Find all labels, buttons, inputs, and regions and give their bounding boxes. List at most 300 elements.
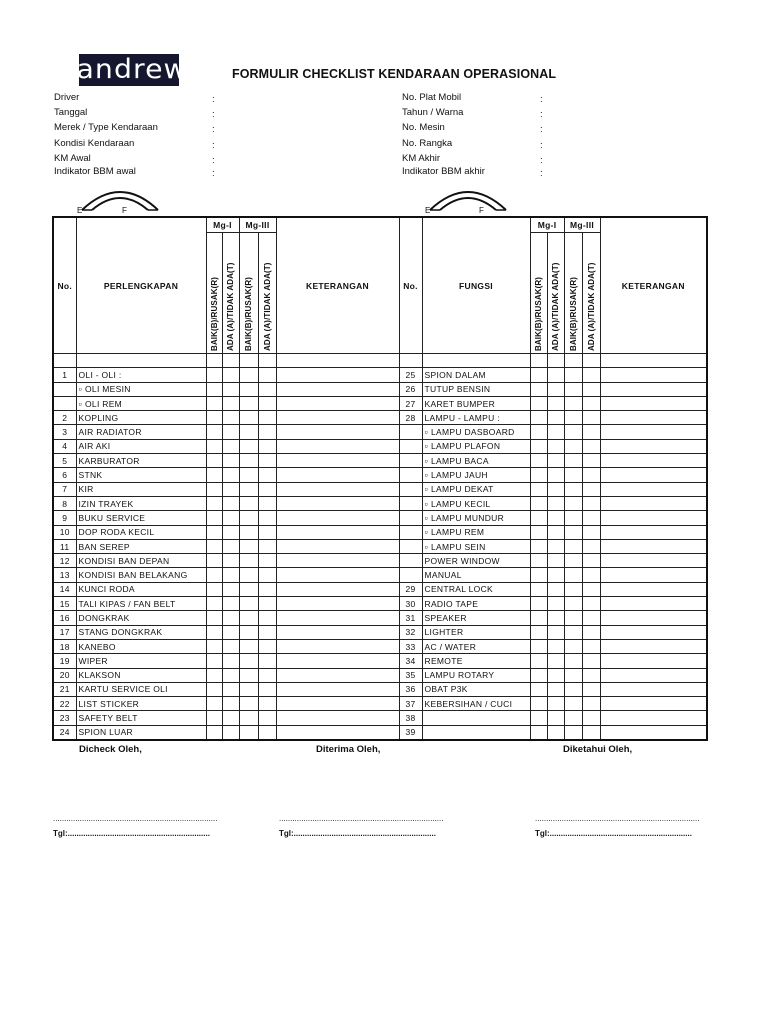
check-cell[interactable] [239,482,258,496]
row-number-left [53,725,76,740]
check-cell[interactable] [547,654,564,668]
keterangan-cell-right[interactable] [600,668,707,682]
check-cell[interactable] [258,511,276,525]
keterangan-cell-right[interactable] [600,525,707,539]
table-row [53,439,707,453]
keterangan-cell-right[interactable] [600,454,707,468]
check-cell[interactable] [239,582,258,596]
check-cell[interactable] [258,539,276,553]
check-cell[interactable] [582,425,600,439]
keterangan-cell-right[interactable] [600,539,707,553]
check-cell[interactable] [206,411,222,425]
check-cell[interactable] [258,554,276,568]
check-cell[interactable] [582,654,600,668]
check-cell[interactable] [582,411,600,425]
check-cell[interactable] [239,625,258,639]
check-cell[interactable] [206,539,222,553]
keterangan-cell-left[interactable] [276,554,399,568]
check-cell[interactable] [530,625,547,639]
check-cell[interactable] [206,711,222,725]
check-cell[interactable] [530,597,547,611]
check-cell[interactable] [222,368,239,382]
row-number-right [399,611,422,625]
check-cell[interactable] [547,582,564,596]
check-cell[interactable] [222,382,239,396]
check-cell[interactable] [564,439,582,453]
row-number-left [53,496,76,510]
signature-line[interactable]: .......................................................................... [535,814,700,823]
keterangan-cell-right[interactable] [600,697,707,711]
signature-line[interactable]: .......................................................................... [279,814,444,823]
row-number-right [399,554,422,568]
check-cell[interactable] [206,396,222,410]
check-cell[interactable] [239,611,258,625]
keterangan-cell-right[interactable] [600,711,707,725]
keterangan-cell-left[interactable] [276,697,399,711]
check-cell[interactable] [530,468,547,482]
check-cell[interactable] [530,368,547,382]
check-cell[interactable] [582,697,600,711]
item-fungsi [422,625,530,639]
keterangan-cell-right[interactable] [600,639,707,653]
check-cell[interactable] [564,496,582,510]
check-cell[interactable] [530,568,547,582]
check-cell[interactable] [547,382,564,396]
check-cell[interactable] [206,725,222,740]
check-cell[interactable] [222,668,239,682]
check-cell[interactable] [547,454,564,468]
check-cell[interactable] [582,539,600,553]
keterangan-cell-right[interactable] [600,611,707,625]
row-number-right [399,396,422,410]
item-fungsi-text: SPION DALAM [424,369,486,380]
check-cell[interactable] [547,439,564,453]
check-cell[interactable] [547,568,564,582]
check-cell[interactable] [239,411,258,425]
check-cell[interactable] [564,711,582,725]
item-perlengkapan-text: OLI - OLI : [78,369,122,380]
check-cell[interactable] [258,468,276,482]
keterangan-cell-left[interactable] [276,425,399,439]
check-cell[interactable] [239,454,258,468]
check-cell[interactable] [547,682,564,696]
check-cell[interactable] [222,697,239,711]
header-baik-1: BAIK(B)/RUSAK(R) [209,276,219,351]
check-cell[interactable] [258,668,276,682]
check-cell[interactable] [258,582,276,596]
check-cell[interactable] [530,525,547,539]
check-cell[interactable] [258,654,276,668]
signature-line[interactable]: .......................................................................... [53,814,218,823]
check-cell[interactable] [239,511,258,525]
keterangan-cell-left[interactable] [276,611,399,625]
check-cell[interactable] [582,682,600,696]
signature-date[interactable]: Tgl:................................................................ [53,829,210,838]
keterangan-cell-left[interactable] [276,582,399,596]
check-cell[interactable] [222,525,239,539]
keterangan-cell-left[interactable] [276,654,399,668]
keterangan-cell-left[interactable] [276,411,399,425]
check-cell[interactable] [582,525,600,539]
item-fungsi-text: POWER WINDOW [424,555,500,566]
keterangan-cell-left[interactable] [276,639,399,653]
check-cell[interactable] [547,539,564,553]
check-cell[interactable] [239,668,258,682]
check-cell[interactable] [222,639,239,653]
check-cell[interactable] [530,439,547,453]
check-cell[interactable] [206,554,222,568]
item-fungsi [422,554,530,568]
header-ada-2: ADA (A)/TIDAK ADA(T) [262,262,272,351]
check-cell[interactable] [564,368,582,382]
signature-date[interactable]: Tgl:................................................................ [279,829,436,838]
check-cell[interactable] [547,668,564,682]
keterangan-cell-right[interactable] [600,382,707,396]
check-cell[interactable] [258,639,276,653]
table-row [53,496,707,510]
check-cell[interactable] [564,382,582,396]
keterangan-cell-left[interactable] [276,597,399,611]
keterangan-cell-left[interactable] [276,511,399,525]
item-perlengkapan [76,597,206,611]
keterangan-cell-left[interactable] [276,482,399,496]
check-cell[interactable] [222,454,239,468]
check-cell[interactable] [564,482,582,496]
item-perlengkapan-text: ▫ OLI MESIN [79,384,131,394]
keterangan-cell-left[interactable] [276,525,399,539]
check-cell[interactable] [530,582,547,596]
check-cell[interactable] [564,639,582,653]
check-cell[interactable] [564,411,582,425]
check-cell[interactable] [239,396,258,410]
check-cell[interactable] [582,725,600,740]
keterangan-cell-left[interactable] [276,368,399,382]
keterangan-cell-right[interactable] [600,582,707,596]
header-no-left: No. [53,217,76,354]
check-cell[interactable] [206,482,222,496]
check-cell[interactable] [222,582,239,596]
check-cell[interactable] [530,711,547,725]
check-cell[interactable] [530,668,547,682]
check-cell[interactable] [239,639,258,653]
check-cell[interactable] [564,468,582,482]
check-cell[interactable] [258,725,276,740]
check-cell[interactable] [547,411,564,425]
check-cell[interactable] [239,425,258,439]
check-cell[interactable] [239,382,258,396]
keterangan-cell-right[interactable] [600,411,707,425]
check-cell[interactable] [258,496,276,510]
check-cell[interactable] [564,539,582,553]
check-cell[interactable] [258,568,276,582]
check-cell[interactable] [530,511,547,525]
check-cell[interactable] [564,568,582,582]
check-cell[interactable] [222,411,239,425]
check-cell[interactable] [547,525,564,539]
row-number-left [53,468,76,482]
check-cell[interactable] [582,597,600,611]
check-cell[interactable] [547,554,564,568]
check-cell[interactable] [530,454,547,468]
check-cell[interactable] [582,511,600,525]
check-cell[interactable] [530,482,547,496]
keterangan-cell-right[interactable] [600,468,707,482]
check-cell[interactable] [258,482,276,496]
check-cell[interactable] [582,611,600,625]
check-cell[interactable] [530,396,547,410]
check-cell[interactable] [239,597,258,611]
row-number-left-text: 16 [59,612,70,623]
check-cell[interactable] [222,396,239,410]
check-cell[interactable] [239,439,258,453]
keterangan-cell-left[interactable] [276,539,399,553]
check-cell[interactable] [222,482,239,496]
check-cell[interactable] [222,725,239,740]
check-cell[interactable] [547,639,564,653]
check-cell[interactable] [222,682,239,696]
check-cell[interactable] [582,439,600,453]
check-cell[interactable] [239,697,258,711]
check-cell[interactable] [258,597,276,611]
check-cell[interactable] [547,368,564,382]
check-cell[interactable] [547,425,564,439]
item-fungsi [422,582,530,596]
table-row [53,568,707,582]
check-cell[interactable] [206,425,222,439]
keterangan-cell-left[interactable] [276,396,399,410]
item-perlengkapan [76,525,206,539]
check-cell[interactable] [547,711,564,725]
check-cell[interactable] [222,654,239,668]
signature-date[interactable]: Tgl:................................................................ [535,829,692,838]
item-perlengkapan [76,654,206,668]
check-cell[interactable] [258,396,276,410]
check-cell[interactable] [582,454,600,468]
check-cell[interactable] [530,682,547,696]
check-cell[interactable] [530,382,547,396]
check-cell[interactable] [530,554,547,568]
check-cell[interactable] [239,368,258,382]
check-cell[interactable] [258,697,276,711]
check-cell[interactable] [239,725,258,740]
check-cell[interactable] [530,611,547,625]
keterangan-cell-left[interactable] [276,568,399,582]
check-cell[interactable] [206,597,222,611]
check-cell[interactable] [547,511,564,525]
check-cell[interactable] [582,568,600,582]
check-cell[interactable] [222,597,239,611]
keterangan-cell-left[interactable] [276,668,399,682]
check-cell[interactable] [206,454,222,468]
keterangan-cell-right[interactable] [600,654,707,668]
check-cell[interactable] [258,425,276,439]
keterangan-cell-right[interactable] [600,425,707,439]
check-cell[interactable] [222,611,239,625]
check-cell[interactable] [258,682,276,696]
check-cell[interactable] [564,554,582,568]
row-number-right [399,482,422,496]
check-cell[interactable] [258,611,276,625]
check-cell[interactable] [582,382,600,396]
check-cell[interactable] [564,425,582,439]
check-cell[interactable] [239,554,258,568]
check-cell[interactable] [239,496,258,510]
row-number-left [53,511,76,525]
keterangan-cell-left[interactable] [276,439,399,453]
check-cell[interactable] [239,654,258,668]
check-cell[interactable] [582,668,600,682]
check-cell[interactable] [239,682,258,696]
keterangan-cell-left[interactable] [276,725,399,740]
check-cell[interactable] [547,496,564,510]
check-cell[interactable] [564,697,582,711]
keterangan-cell-right[interactable] [600,597,707,611]
check-cell[interactable] [564,682,582,696]
check-cell[interactable] [564,625,582,639]
check-cell[interactable] [222,425,239,439]
item-fungsi [422,425,530,439]
check-cell[interactable] [530,496,547,510]
check-cell[interactable] [258,625,276,639]
check-cell[interactable] [547,611,564,625]
check-cell[interactable] [582,554,600,568]
keterangan-cell-left[interactable] [276,454,399,468]
check-cell[interactable] [564,611,582,625]
check-cell[interactable] [547,396,564,410]
check-cell[interactable] [222,468,239,482]
check-cell[interactable] [564,511,582,525]
item-fungsi [422,725,530,740]
check-cell[interactable] [206,382,222,396]
keterangan-cell-right[interactable] [600,439,707,453]
check-cell[interactable] [564,582,582,596]
check-cell[interactable] [582,639,600,653]
check-cell[interactable] [206,511,222,525]
check-cell[interactable] [206,568,222,582]
check-cell[interactable] [206,468,222,482]
check-cell[interactable] [222,439,239,453]
keterangan-cell-right[interactable] [600,554,707,568]
check-cell[interactable] [530,639,547,653]
check-cell[interactable] [564,525,582,539]
check-cell[interactable] [547,697,564,711]
item-perlengkapan-text: KANEBO [78,641,116,652]
check-cell[interactable] [258,382,276,396]
item-fungsi-text: ▫ LAMPU JAUH [425,470,488,480]
check-cell[interactable] [530,654,547,668]
check-cell[interactable] [206,697,222,711]
check-cell[interactable] [206,682,222,696]
check-cell[interactable] [547,725,564,740]
check-cell[interactable] [222,711,239,725]
check-cell[interactable] [206,654,222,668]
check-cell[interactable] [582,625,600,639]
check-cell[interactable] [564,725,582,740]
check-cell[interactable] [222,568,239,582]
check-cell[interactable] [564,668,582,682]
check-cell[interactable] [547,597,564,611]
check-cell[interactable] [222,625,239,639]
keterangan-cell-right[interactable] [600,396,707,410]
keterangan-cell-right[interactable] [600,511,707,525]
check-cell[interactable] [582,582,600,596]
check-cell[interactable] [530,411,547,425]
check-cell[interactable] [258,439,276,453]
keterangan-cell-right[interactable] [600,368,707,382]
check-cell[interactable] [239,711,258,725]
check-cell[interactable] [564,454,582,468]
check-cell[interactable] [547,468,564,482]
table-row [53,425,707,439]
row-number-right [399,625,422,639]
check-cell[interactable] [206,582,222,596]
check-cell[interactable] [582,482,600,496]
check-cell[interactable] [206,611,222,625]
check-cell[interactable] [239,525,258,539]
check-cell[interactable] [239,539,258,553]
check-cell[interactable] [582,496,600,510]
check-cell[interactable] [547,482,564,496]
check-cell[interactable] [206,496,222,510]
check-cell[interactable] [239,568,258,582]
row-number-left [53,396,76,410]
keterangan-cell-left[interactable] [276,382,399,396]
keterangan-cell-right[interactable] [600,482,707,496]
keterangan-cell-right[interactable] [600,625,707,639]
check-cell[interactable] [258,711,276,725]
check-cell[interactable] [582,368,600,382]
check-cell[interactable] [239,468,258,482]
keterangan-cell-right[interactable] [600,568,707,582]
check-cell[interactable] [582,711,600,725]
check-cell[interactable] [222,554,239,568]
keterangan-cell-left[interactable] [276,625,399,639]
keterangan-cell-left[interactable] [276,711,399,725]
check-cell[interactable] [206,668,222,682]
check-cell[interactable] [530,539,547,553]
check-cell[interactable] [206,639,222,653]
fuel-gauge-start-icon [72,180,168,214]
check-cell[interactable] [530,425,547,439]
check-cell[interactable] [530,697,547,711]
keterangan-cell-left[interactable] [276,496,399,510]
check-cell[interactable] [582,468,600,482]
check-cell[interactable] [222,539,239,553]
check-cell[interactable] [582,396,600,410]
keterangan-cell-right[interactable] [600,496,707,510]
check-cell[interactable] [206,525,222,539]
keterangan-cell-right[interactable] [600,725,707,740]
check-cell[interactable] [564,597,582,611]
check-cell[interactable] [258,525,276,539]
check-cell[interactable] [206,625,222,639]
check-cell[interactable] [547,625,564,639]
check-cell[interactable] [564,654,582,668]
check-cell[interactable] [222,511,239,525]
item-perlengkapan-text: KLAKSON [78,670,121,681]
check-cell[interactable] [222,496,239,510]
check-cell[interactable] [206,368,222,382]
check-cell[interactable] [258,368,276,382]
keterangan-cell-right[interactable] [600,682,707,696]
check-cell[interactable] [206,439,222,453]
check-cell[interactable] [258,454,276,468]
keterangan-cell-left[interactable] [276,682,399,696]
check-cell[interactable] [530,725,547,740]
check-cell[interactable] [564,396,582,410]
keterangan-cell-left[interactable] [276,468,399,482]
check-cell[interactable] [258,411,276,425]
